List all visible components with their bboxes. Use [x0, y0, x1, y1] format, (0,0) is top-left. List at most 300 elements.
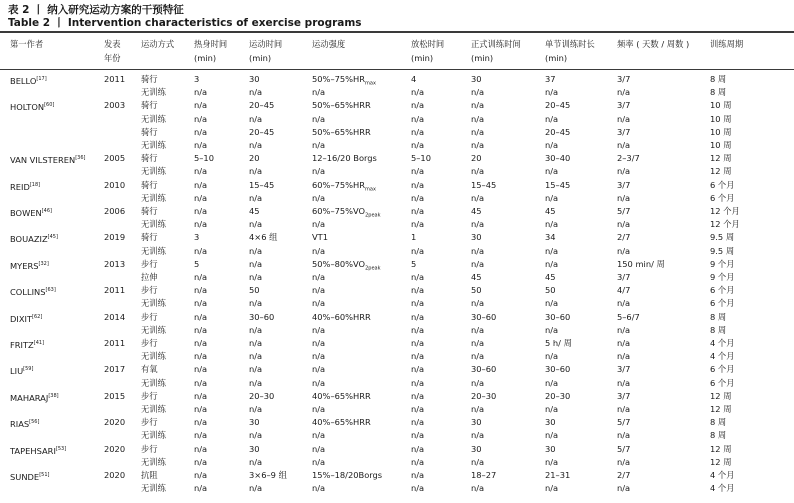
table-cell: n/a [194, 126, 208, 137]
table-cell: n/a [194, 364, 208, 375]
table-cell: n/a [312, 140, 326, 150]
year-cell: 2005 [104, 153, 126, 164]
table-cell: 骑行 [141, 126, 158, 137]
author-name: RIAS [10, 418, 30, 429]
table-cell: n/a [312, 364, 326, 375]
table-cell: 3/7 [617, 272, 631, 282]
table-cell: n/a [617, 483, 631, 494]
table-cell: 步行 [141, 390, 158, 401]
table-cell: n/a [249, 113, 263, 124]
table-cell: 5–10 [194, 153, 214, 164]
table-cell: 30–60 [471, 364, 497, 375]
table-cell: 3/7 [617, 100, 631, 111]
table-cell: n/a [617, 324, 631, 335]
table-cell: 3/7 [617, 74, 631, 84]
table-row [0, 258, 794, 271]
table-row [0, 73, 794, 86]
table-cell: n/a [545, 87, 559, 98]
table-cell: 34 [545, 232, 556, 243]
table-cell: 2–3/7 [617, 153, 640, 164]
table-cell: 无训练 [141, 192, 166, 203]
table-cell: 50 [471, 285, 482, 296]
table-cell: 5–10 [411, 153, 431, 164]
table-row [0, 165, 794, 178]
header-rule [0, 69, 794, 70]
table-cell: 8 周 [710, 87, 727, 98]
year-cell: 2014 [104, 311, 126, 322]
table-cell: 4 个月 [710, 483, 735, 494]
table-cell: n/a [194, 245, 208, 256]
table-cell: n/a [471, 258, 485, 269]
intensity-subscript: max [365, 80, 376, 87]
table-cell: n/a [249, 272, 263, 282]
table-cell: n/a [194, 298, 208, 309]
year-cell: 2003 [104, 100, 126, 111]
table-cell: VT1 [312, 232, 329, 243]
table-cell: 12 周 [710, 443, 732, 454]
table-cell: n/a [249, 192, 263, 203]
table-cell: 5/7 [617, 443, 631, 454]
reference-superscript: [63] [45, 287, 56, 294]
table-row [0, 113, 794, 126]
table-cell: 20–45 [249, 100, 275, 111]
author-name: LIU [10, 366, 24, 377]
table-cell: 5/7 [617, 417, 631, 428]
table-cell: 18–27 [471, 470, 497, 480]
table-cell: n/a [411, 166, 425, 177]
table-cell: 3 [194, 74, 200, 84]
table-cell: n/a [312, 377, 326, 388]
column-header [471, 37, 521, 65]
table-cell: 50%–65%HRR [312, 100, 371, 111]
table-cell: 骑行 [141, 206, 158, 216]
table-cell: n/a [194, 456, 208, 467]
table-cell: n/a [411, 113, 425, 124]
table-cell: 4 个月 [710, 351, 735, 362]
table-cell: 无训练 [141, 351, 166, 362]
top-rule [0, 31, 794, 33]
table-cell: n/a [545, 483, 559, 494]
table-cell: n/a [471, 338, 485, 348]
table-cell: 骑行 [141, 74, 158, 84]
table-cell: n/a [545, 258, 559, 269]
table-cell: 6 个月 [710, 377, 735, 388]
table-cell: n/a [194, 338, 208, 348]
table-row [0, 456, 794, 469]
reference-superscript: [36] [75, 155, 86, 162]
table-cell: 无训练 [141, 404, 166, 414]
table-cell: n/a [617, 166, 631, 177]
table-row [0, 205, 794, 218]
table-cell: 12 个月 [710, 219, 740, 230]
table-cell: 50%–65%HRR [312, 126, 371, 137]
author-name: TAPEHSARI [10, 445, 56, 456]
column-header-line: (min) [545, 53, 568, 63]
year-cell: 2020 [104, 470, 126, 480]
table-cell: 无训练 [141, 219, 166, 230]
table-cell: n/a [545, 219, 559, 230]
table-cell: n/a [411, 87, 425, 98]
table-cell: 6 个月 [710, 364, 735, 375]
column-header-line: 运动方式 [141, 39, 175, 49]
table-cell: n/a [194, 351, 208, 362]
table-cell: 10 周 [710, 126, 732, 137]
table-cell: 30 [545, 417, 556, 428]
intensity-subscript: max [365, 186, 376, 193]
table-cell: 2/7 [617, 232, 631, 243]
table-cell: 30 [249, 74, 260, 84]
table-cell: n/a [471, 219, 485, 230]
table-cell: 12 周 [710, 153, 732, 164]
table-cell: n/a [471, 377, 485, 388]
table-cell: 12 周 [710, 404, 732, 414]
table-cell: n/a [312, 272, 326, 282]
table-cell: 8 周 [710, 417, 727, 428]
table-cell: 45 [545, 272, 556, 282]
table-cell: 20 [249, 153, 260, 164]
reference-superscript: [46] [41, 208, 52, 214]
table-cell: n/a [411, 456, 425, 467]
table-cell: 30 [249, 443, 260, 454]
column-header-line: 发表 [104, 39, 121, 49]
intensity-subscript: 2peak [365, 265, 381, 272]
table-cell: n/a [249, 258, 263, 269]
table-cell: 2/7 [617, 470, 631, 480]
table-cell: n/a [545, 166, 559, 177]
column-header [249, 37, 282, 65]
table-cell: 12 周 [710, 456, 732, 467]
table-cell: 15–45 [545, 179, 571, 190]
table-cell: n/a [312, 338, 326, 348]
table-cell: 3/7 [617, 364, 631, 375]
author-name: VAN VILSTEREN [10, 154, 76, 165]
table-cell: n/a [471, 100, 485, 111]
author-name: COLLINS [10, 286, 46, 297]
table-cell: 20 [471, 153, 482, 164]
table-cell: n/a [312, 113, 326, 124]
author-name: REID [10, 181, 30, 192]
table-cell: 8 周 [710, 311, 727, 322]
table-cell: 15–45 [471, 179, 497, 190]
table-cell: n/a [471, 192, 485, 203]
table-cell: n/a [411, 285, 425, 296]
table-cell: n/a [194, 179, 208, 190]
reference-superscript: [59] [23, 366, 34, 373]
table-cell: n/a [411, 470, 425, 480]
table-cell: 5 [194, 258, 200, 269]
intensity-subscript: 2peak [365, 212, 381, 219]
table-cell: n/a [312, 298, 326, 309]
table-row [0, 311, 794, 324]
column-header-line: 运动时间 [249, 39, 283, 49]
table-cell: n/a [411, 338, 425, 348]
table-cell: n/a [194, 404, 208, 414]
table-cell: n/a [194, 87, 208, 98]
table-row [0, 324, 794, 337]
table-cell: 无训练 [141, 377, 166, 388]
table-cell: n/a [249, 219, 263, 230]
table-cell: 40%–60%HRR [312, 311, 371, 322]
table-cell: n/a [194, 206, 208, 216]
table-cell: n/a [617, 377, 631, 388]
table-cell: n/a [194, 430, 208, 441]
table-cell: n/a [617, 430, 631, 441]
table-cell: 45 [249, 206, 260, 216]
table-cell: 无训练 [141, 166, 166, 177]
table-cell: 3×6–9 组 [249, 470, 287, 480]
table-row [0, 271, 794, 284]
author-name: BOUAZIZ [10, 234, 48, 245]
table-row [0, 245, 794, 258]
author-name: BOWEN [10, 207, 42, 218]
table-cell: n/a [471, 404, 485, 414]
table-cell: n/a [249, 324, 263, 335]
table-cell: 50 [545, 285, 556, 296]
table-cell: 5–6/7 [617, 311, 640, 322]
table-cell: n/a [471, 113, 485, 124]
table-row [0, 179, 794, 192]
table-cell: n/a [471, 126, 485, 137]
reference-superscript: [60] [44, 102, 55, 109]
table-cell: 12 周 [710, 166, 732, 177]
table-row [0, 126, 794, 139]
table-row [0, 443, 794, 456]
reference-superscript: [62] [32, 313, 43, 320]
year-cell: 2013 [104, 258, 126, 269]
table-cell: 有氧 [141, 364, 158, 375]
table-title-cn: 表 2 丨 纳入研究运动方案的干预特征 [8, 4, 184, 16]
table-cell: 45 [471, 272, 482, 282]
table-cell: n/a [617, 338, 631, 348]
table-cell: n/a [249, 430, 263, 441]
table-cell: 无训练 [141, 430, 166, 441]
column-header-line: 单节训练时长 [545, 39, 595, 49]
table-cell: n/a [545, 351, 559, 362]
reference-superscript: [45] [47, 234, 58, 241]
table-cell: 6 个月 [710, 179, 735, 190]
table-cell: 抗阻 [141, 470, 158, 480]
table-cell: n/a [545, 113, 559, 124]
table-cell: n/a [471, 430, 485, 441]
table-cell: 30 [471, 74, 482, 84]
table-cell: n/a [617, 456, 631, 467]
reference-superscript: [17] [36, 76, 47, 82]
table-cell: n/a [411, 351, 425, 362]
table-cell: n/a [249, 364, 263, 375]
table-cell: n/a [545, 324, 559, 335]
table-cell: n/a [194, 192, 208, 203]
reference-superscript: [53] [55, 445, 67, 452]
table-cell: n/a [194, 100, 208, 111]
author-name: FRITZ [10, 339, 34, 350]
table-cell: 3 [194, 232, 200, 243]
table-cell: n/a [312, 324, 326, 335]
table-cell: n/a [411, 272, 425, 282]
table-cell: 12 周 [710, 390, 732, 401]
author-name: SUNDE [10, 471, 40, 482]
table-row [0, 337, 794, 350]
table-cell: 6 个月 [710, 285, 735, 296]
column-header [617, 37, 689, 51]
reference-superscript: [38] [48, 392, 59, 399]
table-cell: 骑行 [141, 232, 158, 243]
year-cell: 2011 [104, 285, 126, 296]
table-cell: n/a [471, 298, 485, 309]
table-cell: n/a [312, 456, 326, 467]
table-row [0, 284, 794, 297]
table-cell: 骑行 [141, 179, 158, 190]
reference-superscript: [51] [39, 472, 50, 478]
table-row [0, 152, 794, 165]
table-cell: 6 个月 [710, 192, 735, 203]
table-cell: n/a [194, 443, 208, 454]
author-name: MYERS [10, 260, 39, 271]
table-cell: n/a [411, 298, 425, 309]
table-cell: n/a [194, 470, 208, 480]
table-cell: n/a [545, 404, 559, 414]
table-cell: n/a [194, 285, 208, 296]
table-cell: 10 周 [710, 100, 732, 111]
year-cell: 2019 [104, 232, 126, 243]
table-cell: n/a [411, 192, 425, 203]
table-cell: 步行 [141, 311, 158, 322]
intensity-text: 60%–75%VO [312, 206, 366, 216]
table-row [0, 86, 794, 99]
table-cell: 3/7 [617, 390, 631, 401]
table-cell: n/a [312, 443, 326, 454]
year-cell: 2020 [104, 443, 126, 454]
table-cell: n/a [411, 140, 425, 150]
table-cell: 15%–18/20Borgs [312, 470, 383, 480]
table-cell: n/a [545, 245, 559, 256]
column-header [710, 37, 743, 51]
table-cell: 无训练 [141, 113, 166, 124]
table-cell: n/a [411, 100, 425, 111]
column-header [194, 37, 227, 65]
table-cell: 20–30 [249, 390, 275, 401]
intensity-text: 50%–80%VO [312, 258, 366, 269]
table-cell: n/a [471, 87, 485, 98]
table-cell: 3/7 [617, 179, 631, 190]
table-row [0, 139, 794, 152]
column-header-line: 热身时间 [194, 39, 228, 49]
table-cell: n/a [312, 166, 326, 177]
table-cell: n/a [194, 311, 208, 322]
column-header [10, 37, 43, 51]
table-cell: n/a [617, 219, 631, 230]
column-header [545, 37, 595, 65]
table-cell: n/a [617, 113, 631, 124]
author-name: DIXIT [10, 313, 33, 324]
table-cell: n/a [411, 417, 425, 428]
table-row [0, 350, 794, 363]
table-cell: 拉伸 [141, 272, 158, 282]
year-cell: 2020 [104, 417, 126, 428]
table-cell: n/a [471, 140, 485, 150]
table-cell: 10 周 [710, 140, 732, 150]
reference-superscript: [56] [29, 419, 40, 426]
column-header-line: 训练周期 [710, 39, 744, 49]
column-header-line: 正式训练时间 [471, 39, 521, 49]
column-header-line: (min) [249, 53, 272, 63]
table-cell: 步行 [141, 338, 158, 348]
intensity-text: 50%–75%HR [312, 74, 366, 84]
table-cell: n/a [471, 324, 485, 335]
table-cell: 6 个月 [710, 298, 735, 309]
table-cell: n/a [471, 166, 485, 177]
table-cell: n/a [545, 298, 559, 309]
table-cell: n/a [411, 390, 425, 401]
column-header-line: 放松时间 [411, 39, 445, 49]
table-title-en: Table 2 丨 Intervention characteristics of exercise programs [8, 17, 362, 29]
table-row [0, 231, 794, 244]
column-header-line: 年份 [104, 53, 121, 63]
table-cell: 30 [545, 443, 556, 454]
table-cell: 30–60 [545, 311, 571, 322]
table-cell: n/a [194, 140, 208, 150]
column-header-line: 运动强度 [312, 39, 346, 49]
author-name: HOLTON [10, 102, 45, 113]
table-cell: n/a [411, 206, 425, 216]
table-cell: n/a [194, 272, 208, 282]
table-cell: n/a [545, 456, 559, 467]
table-cell: n/a [312, 351, 326, 362]
column-header [411, 37, 444, 65]
table-cell: n/a [312, 430, 326, 441]
table-row [0, 218, 794, 231]
table-row [0, 429, 794, 442]
table-row [0, 469, 794, 482]
table-cell: n/a [194, 166, 208, 177]
table-cell: 3/7 [617, 126, 631, 137]
table-cell: 4/7 [617, 285, 631, 296]
table-cell: 30–60 [545, 364, 571, 375]
table-cell: n/a [249, 245, 263, 256]
table-cell: n/a [194, 377, 208, 388]
column-header [141, 37, 174, 51]
table-cell: 无训练 [141, 483, 166, 494]
table-cell: 4×6 组 [249, 232, 278, 243]
table-cell: 无训练 [141, 245, 166, 256]
year-cell: 2006 [104, 206, 126, 216]
table-cell: 20–45 [545, 126, 571, 137]
table-cell: n/a [617, 192, 631, 203]
table-cell: 30–60 [471, 311, 497, 322]
table-cell: 30 [471, 232, 482, 243]
table-cell: n/a [617, 87, 631, 98]
column-header-line: 频率 ( 天数 / 周数 ) [617, 39, 690, 49]
table-cell: 9 个月 [710, 258, 735, 269]
table-cell: n/a [545, 377, 559, 388]
year-cell: 2011 [104, 338, 126, 348]
table-cell: n/a [471, 483, 485, 494]
table-cell: 无训练 [141, 298, 166, 309]
table-cell: n/a [617, 351, 631, 362]
table-cell: 12–16/20 Borgs [312, 153, 377, 164]
reference-superscript: [18] [29, 181, 41, 188]
table-row [0, 363, 794, 376]
table-cell: n/a [249, 456, 263, 467]
table-cell: 5/7 [617, 206, 631, 216]
table-cell: 20–45 [249, 126, 275, 137]
table-cell: 30 [471, 417, 482, 428]
table-cell: n/a [617, 298, 631, 309]
table-cell: 20–30 [545, 390, 571, 401]
table-cell: n/a [249, 87, 263, 98]
year-cell: 2011 [104, 74, 126, 84]
reference-superscript: [41] [33, 340, 45, 346]
table-cell: 9.5 周 [710, 232, 735, 243]
